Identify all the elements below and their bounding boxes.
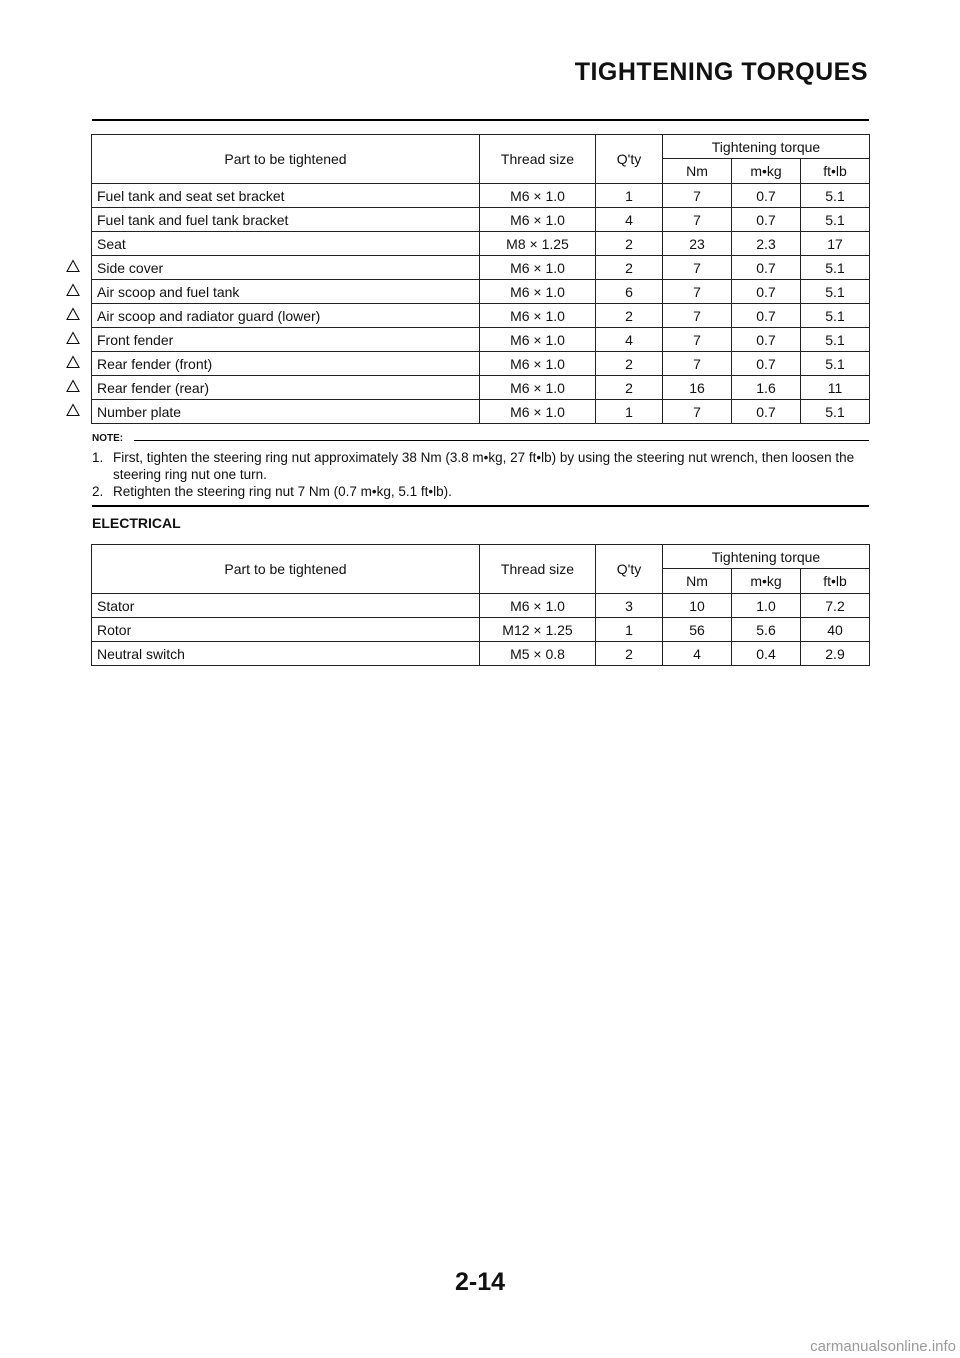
note-rule [134,440,869,441]
note-label: NOTE: [92,433,124,444]
cell-mkg: 5.6 [732,618,801,642]
footer-watermark: carmanualsonline.info [810,1338,956,1355]
note-list [92,449,869,500]
chassis-torque-table [91,134,870,424]
col-header-mkg: m•kg [732,569,801,594]
cell-qty: 4 [596,328,663,352]
note-item-text: Retighten the steering ring nut 7 Nm (0.7 m•kg, 5.1 ft•lb). [113,484,452,499]
cell-thread: M6 × 1.0 [480,328,596,352]
page-number: 2-14 [454,1268,506,1296]
triangle-mark-icon [66,259,80,273]
triangle-mark-icon [66,331,80,345]
cell-mkg: 0.7 [732,328,801,352]
section-heading-electrical: ELECTRICAL [92,515,181,531]
cell-nm: 4 [663,642,732,666]
cell-part: Air scoop and fuel tank [92,280,480,304]
col-header-thread: Thread size [480,545,596,594]
electrical-table-body [92,594,870,666]
cell-ftlb: 5.1 [801,304,870,328]
table-row [92,400,870,424]
cell-part: Side cover [92,256,480,280]
table-row [92,232,870,256]
table-row [92,618,870,642]
cell-nm: 7 [663,400,732,424]
cell-thread: M6 × 1.0 [480,280,596,304]
title-rule [92,119,869,121]
cell-thread: M12 × 1.25 [480,618,596,642]
cell-qty: 2 [596,352,663,376]
cell-thread: M6 × 1.0 [480,352,596,376]
note-item-number: 1. [92,450,104,465]
cell-mkg: 1.6 [732,376,801,400]
col-header-mkg: m•kg [732,159,801,184]
cell-thread: M6 × 1.0 [480,256,596,280]
cell-part: Number plate [92,400,480,424]
table-row [92,280,870,304]
triangle-mark-icon [66,307,80,321]
col-header-torque: Tightening torque [663,135,870,159]
col-header-qty: Q'ty [596,135,663,184]
cell-qty: 2 [596,642,663,666]
cell-part: Neutral switch [92,642,480,666]
col-header-part: Part to be tightened [92,545,480,594]
cell-mkg: 0.7 [732,208,801,232]
note-item-text: First, tighten the steering ring nut approximately 38 Nm (3.8 m•kg, 27 ft•lb) by using the steering nut wrench, then loosen the steering ring nut one turn. [113,450,855,482]
cell-ftlb: 17 [801,232,870,256]
table-row [92,256,870,280]
electrical-torque-table [91,544,870,666]
cell-part: Air scoop and radiator guard (lower) [92,304,480,328]
triangle-mark-icon [66,403,80,417]
page-title: TIGHTENING TORQUES [574,58,868,86]
cell-ftlb: 5.1 [801,208,870,232]
triangle-mark-icon [66,355,80,369]
cell-part: Rotor [92,618,480,642]
cell-thread: M6 × 1.0 [480,184,596,208]
cell-ftlb: 40 [801,618,870,642]
cell-qty: 2 [596,376,663,400]
cell-part: Rear fender (front) [92,352,480,376]
table-row [92,594,870,618]
cell-mkg: 0.7 [732,184,801,208]
cell-part: Stator [92,594,480,618]
cell-part: Rear fender (rear) [92,376,480,400]
cell-nm: 7 [663,280,732,304]
cell-nm: 56 [663,618,732,642]
cell-nm: 16 [663,376,732,400]
table-row [92,376,870,400]
cell-thread: M5 × 0.8 [480,642,596,666]
col-header-torque: Tightening torque [663,545,870,569]
cell-part: Seat [92,232,480,256]
cell-ftlb: 5.1 [801,256,870,280]
cell-mkg: 2.3 [732,232,801,256]
cell-qty: 1 [596,184,663,208]
cell-ftlb: 5.1 [801,328,870,352]
note-item [92,449,869,483]
triangle-mark-icon [66,379,80,393]
chassis-table-body [92,184,870,424]
cell-thread: M6 × 1.0 [480,400,596,424]
cell-mkg: 0.7 [732,280,801,304]
cell-ftlb: 7.2 [801,594,870,618]
table-row [92,328,870,352]
cell-ftlb: 2.9 [801,642,870,666]
col-header-part: Part to be tightened [92,135,480,184]
cell-qty: 2 [596,256,663,280]
cell-ftlb: 5.1 [801,280,870,304]
cell-mkg: 0.7 [732,400,801,424]
table-row [92,304,870,328]
cell-thread: M6 × 1.0 [480,304,596,328]
cell-thread: M6 × 1.0 [480,208,596,232]
note-end-rule [92,505,869,507]
cell-part: Fuel tank and fuel tank bracket [92,208,480,232]
cell-ftlb: 5.1 [801,400,870,424]
cell-thread: M8 × 1.25 [480,232,596,256]
cell-nm: 7 [663,256,732,280]
table-row [92,642,870,666]
cell-qty: 4 [596,208,663,232]
cell-mkg: 0.7 [732,304,801,328]
col-header-ftlb: ft•lb [801,569,870,594]
cell-qty: 3 [596,594,663,618]
cell-part: Front fender [92,328,480,352]
cell-nm: 7 [663,328,732,352]
col-header-nm: Nm [663,569,732,594]
cell-mkg: 0.4 [732,642,801,666]
note-item-number: 2. [92,484,104,499]
cell-nm: 7 [663,304,732,328]
cell-qty: 1 [596,400,663,424]
col-header-ftlb: ft•lb [801,159,870,184]
cell-nm: 7 [663,208,732,232]
cell-qty: 1 [596,618,663,642]
col-header-qty: Q'ty [596,545,663,594]
table-row [92,184,870,208]
cell-ftlb: 11 [801,376,870,400]
cell-ftlb: 5.1 [801,352,870,376]
table-row [92,352,870,376]
cell-mkg: 0.7 [732,352,801,376]
col-header-thread: Thread size [480,135,596,184]
cell-thread: M6 × 1.0 [480,594,596,618]
cell-nm: 10 [663,594,732,618]
cell-nm: 7 [663,184,732,208]
cell-qty: 2 [596,304,663,328]
cell-qty: 6 [596,280,663,304]
cell-nm: 7 [663,352,732,376]
cell-thread: M6 × 1.0 [480,376,596,400]
cell-mkg: 0.7 [732,256,801,280]
col-header-nm: Nm [663,159,732,184]
note-item [92,483,869,500]
cell-ftlb: 5.1 [801,184,870,208]
cell-mkg: 1.0 [732,594,801,618]
cell-nm: 23 [663,232,732,256]
triangle-mark-icon [66,283,80,297]
cell-part: Fuel tank and seat set bracket [92,184,480,208]
cell-qty: 2 [596,232,663,256]
table-row [92,208,870,232]
